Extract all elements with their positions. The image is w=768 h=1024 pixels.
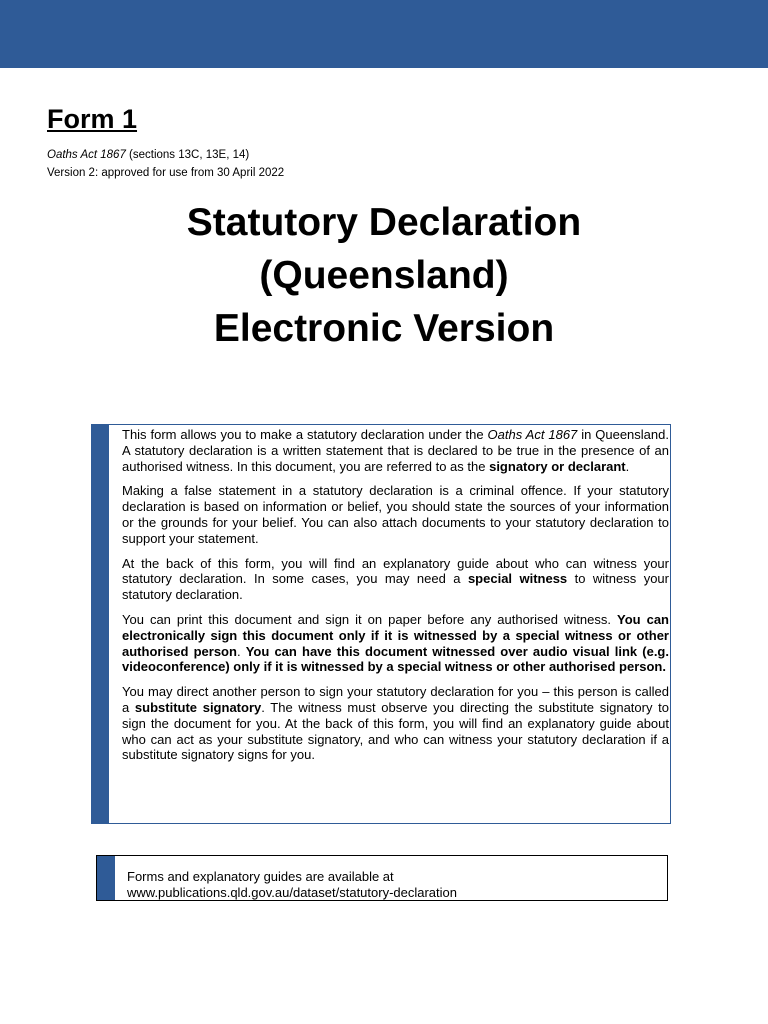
info-paragraph-1 [122, 427, 669, 474]
info-p5-bold-term: substitute signatory [134, 699, 262, 715]
info-p3-text-c: to witness your statutory declaration. [122, 571, 669, 603]
resources-text [127, 869, 457, 901]
info-box-accent-bar [92, 425, 109, 823]
version-info: Version 2: approved for use from 30 April 2022 [47, 167, 285, 179]
info-paragraph-3 [122, 556, 669, 603]
info-box [91, 424, 671, 824]
title-line-1: Statutory Declaration [186, 201, 582, 244]
info-p1-bold-term: signatory or declarant [489, 458, 626, 474]
resources-box-accent-bar [97, 856, 115, 900]
info-p4-bold-1: You can electronically sign this document only if it is witnessed by a special witness or other authorised person [122, 611, 669, 659]
info-p5-text-c: . The witness must observe you directing the substitute signatory to sign the document for you. At the back of this form, you will find an explanatory guide about who can act as your substitute signatory, and who can witness your statutory declaration if a substitute signatory signs for you. [122, 699, 669, 763]
info-p3-bold-term: special witness [467, 571, 568, 587]
resources-url: www.publications.qld.gov.au/dataset/statutory-declaration [127, 885, 458, 900]
info-p4-bold-2: You can have this document witnessed over audio visual link (e.g. videoconference) only if it is witnessed by a special witness or other authorised person. [122, 643, 669, 675]
title-line-3: Electronic Version [213, 307, 555, 350]
form-number: Form 1 [47, 104, 138, 134]
info-p3-text-a: At the back of this form, you will find an explanatory guide about who can witness your statutory declaration. In some cases, you may need a [122, 555, 669, 587]
act-sections: (sections 13C, 13E, 14) [125, 149, 250, 161]
info-text [122, 427, 669, 772]
info-p1-text-e: . [625, 458, 630, 474]
title-line-2: (Queensland) [259, 254, 509, 297]
act-name: Oaths Act 1867 [47, 149, 126, 161]
resources-line-1: Forms and explanatory guides are available at [127, 869, 394, 884]
resources-box [96, 855, 668, 901]
info-paragraph-5 [122, 684, 669, 763]
header-band [0, 0, 768, 68]
info-p1-text-a: This form allows you to make a statutory declaration under the [122, 427, 488, 442]
info-p1-act-name: Oaths Act 1867 [487, 427, 578, 442]
info-paragraph-4 [122, 612, 669, 675]
info-p5-text-a: You may direct another person to sign your statutory declaration for you – this person is called a [122, 684, 669, 715]
info-paragraph-2: Making a false statement in a statutory declaration is a criminal offence. If your statutory declaration is based on information or belief, you should state the sources of your information or the grounds for your belief. You can also attach documents to your statutory declaration to support your statement. [122, 483, 669, 546]
document-title [0, 196, 768, 355]
info-p4-text-a: You can print this document and sign it on paper before any authorised witness. [122, 611, 617, 627]
info-p4-text-c: . [236, 643, 246, 659]
act-reference [47, 148, 249, 162]
info-p1-text-c: in Queensland. A statutory declaration is a written statement that is declared to be true in the presence of an authorised witness. In this document, you are referred to as the [122, 427, 669, 474]
